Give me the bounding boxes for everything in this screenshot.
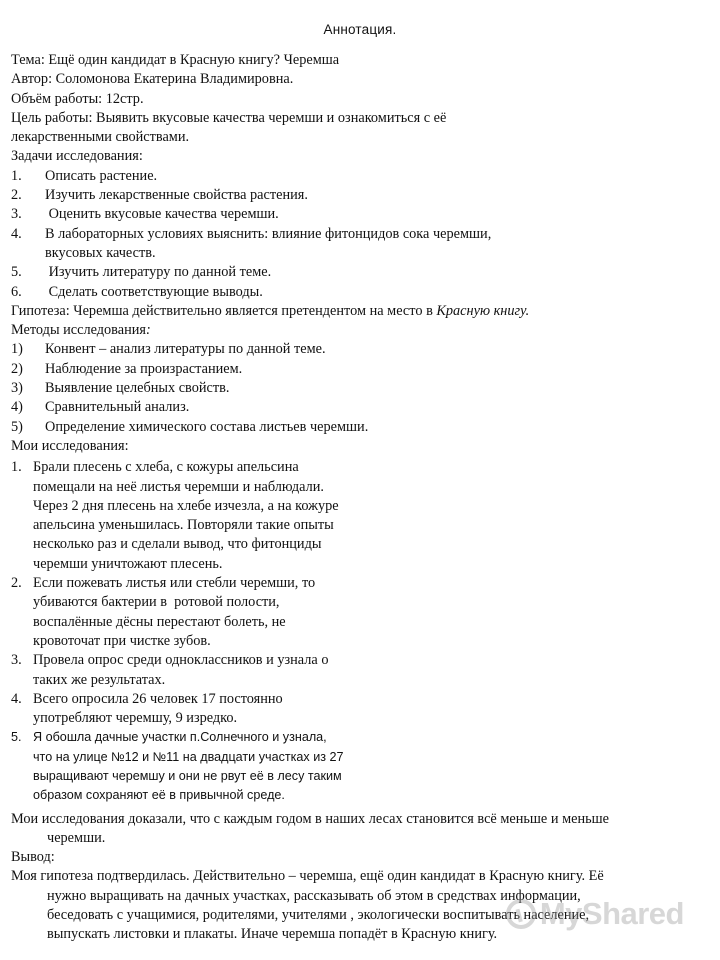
tasks-heading: Задачи исследования: (11, 148, 143, 165)
proved-line-2: черемши. (47, 829, 106, 846)
task-number: 5. (11, 264, 22, 281)
research-text-line: Через 2 дня плесень на хлебе изчезла, а на кожуре (33, 497, 339, 514)
research-text-line: убиваются бактерии в ротовой полости, (33, 594, 280, 611)
task-item (11, 186, 711, 205)
topic-line: Тема: Ещё один кандидат в Красную книгу? Черемша (11, 52, 340, 68)
watermark (506, 896, 684, 932)
task-number: 4. (11, 225, 22, 242)
research-text: Если пожевать листья или стебли черемши, то (33, 575, 316, 592)
method-text: Сравнительный анализ. (45, 399, 190, 416)
conclusion-line-3: беседовать с учащимися, родителями, учителями , экологически воспитывать население, (47, 907, 590, 924)
method-item (11, 418, 711, 437)
task-item (11, 263, 711, 282)
research-item-1 (11, 458, 711, 477)
task-item (11, 167, 711, 186)
task-text: Изучить лекарственные свойства растения. (45, 187, 308, 204)
hypothesis-line (11, 302, 711, 321)
method-item (11, 379, 711, 398)
tasks-list (11, 167, 711, 302)
page-title: Аннотация. (323, 22, 397, 37)
research-number: 4. (11, 690, 22, 707)
research-text: Всего опросила 26 человек 17 постоянно (33, 690, 283, 707)
research-text: Брали плесень с хлеба, с кожуры апельсина (33, 459, 299, 476)
research-text-line: помещали на неё листья черемши и наблюдали. (33, 478, 324, 495)
research-text-line: употребляют черемшу, 9 изредко. (33, 710, 238, 727)
method-text: Выявление целебных свойств. (45, 380, 230, 397)
research-text: Я обошла дачные участки п.Солнечного и узнала, (33, 730, 327, 745)
research-number: 5. (11, 730, 22, 745)
task-number: 3. (11, 206, 22, 223)
method-number: 2) (11, 360, 23, 377)
task-number: 2. (11, 187, 22, 204)
conclusion-line-4: выпускать листовки и плакаты. Иначе черемша попадёт в Красную книгу. (47, 926, 498, 943)
method-number: 4) (11, 399, 23, 416)
proved-line-1: Мои исследования доказали, что с каждым годом в наших лесах становится всё меньше и меньше (11, 810, 609, 827)
task-item (11, 205, 711, 224)
volume-line: Объём работы: 12стр. (11, 90, 144, 107)
task-text: Оценить вкусовые качества черемши. (45, 206, 279, 223)
task-text: В лабораторных условиях выяснить: влияние фитонцидов сока черемши, (45, 225, 492, 242)
task-text-continued: вкусовых качеств. (45, 244, 156, 261)
research-text-line: таких же результатах. (33, 671, 166, 688)
goal-line-2: лекарственными свойствами. (11, 129, 190, 146)
method-item (11, 398, 711, 417)
research-text-line: что на улице №12 и №11 на двадцати участках из 27 (33, 749, 344, 764)
method-text: Конвент – анализ литературы по данной теме. (45, 341, 326, 358)
conclusion-heading: Вывод: (11, 849, 55, 866)
hypothesis-italic: Красную книгу. (436, 302, 530, 319)
method-number: 1) (11, 341, 23, 358)
research-text: Провела опрос среди одноклассников и узнала о (33, 652, 329, 669)
methods-heading-colon: : (145, 322, 151, 339)
research-text-line: несколько раз и сделали вывод, что фитонциды (33, 536, 322, 553)
hypothesis-text: Гипотеза: Черемша действительно является претендентом на место в (11, 302, 437, 319)
goal-line-1: Цель работы: Выявить вкусовые качества черемши и ознакомиться с её (11, 109, 447, 126)
watermark-text: MyShared (539, 896, 684, 931)
annotation-body (11, 51, 711, 945)
research-text-line: черемши уничтожают плесень. (33, 555, 223, 572)
task-text: Сделать соответствующие выводы. (45, 283, 263, 300)
research-text-line: воспалённые дёсны перестают болеть, не (33, 613, 286, 630)
methods-list (11, 340, 711, 436)
research-list (11, 458, 711, 805)
task-text: Изучить литературу по данной теме. (45, 264, 272, 281)
research-text-line: кровоточат при чистке зубов. (33, 632, 211, 649)
method-item (11, 340, 711, 359)
task-item (11, 283, 711, 302)
task-text: Описать растение. (45, 167, 158, 184)
methods-heading (11, 321, 711, 340)
conclusion-line-1: Моя гипотеза подтвердилась. Действительно – черемша, ещё один кандидат в Красную книгу. Её (11, 868, 604, 885)
task-number: 6. (11, 283, 22, 300)
method-text: Наблюдение за произрастанием. (45, 360, 243, 377)
research-heading: Мои исследования: (11, 437, 129, 454)
method-number: 5) (11, 418, 23, 435)
research-number: 1. (11, 459, 22, 476)
conclusion-line-2: нужно выращивать на дачных участках, рассказывать об этом в средствах информации, (47, 887, 581, 904)
task-item (11, 225, 711, 244)
methods-heading-text: Методы исследования (11, 322, 146, 339)
research-number: 2. (11, 575, 22, 592)
research-number: 3. (11, 652, 22, 669)
method-text: Определение химического состава листьев черемши. (45, 418, 369, 435)
research-item-5 (11, 728, 711, 747)
research-item-3 (11, 651, 711, 670)
author-line: Автор: Соломонова Екатерина Владимировна. (11, 71, 294, 88)
research-text-line: образом сохраняют её в привычной среде. (33, 788, 285, 803)
research-item-2 (11, 574, 711, 593)
research-text-line: выращивают черемшу и они не рвут её в лесу таким (33, 768, 342, 783)
research-item-4 (11, 690, 711, 709)
research-text-line: апельсина уменьшилась. Повторяли такие опыты (33, 517, 334, 534)
method-number: 3) (11, 380, 23, 397)
task-number: 1. (11, 167, 22, 184)
method-item (11, 360, 711, 379)
watermark-logo-icon (506, 899, 536, 929)
